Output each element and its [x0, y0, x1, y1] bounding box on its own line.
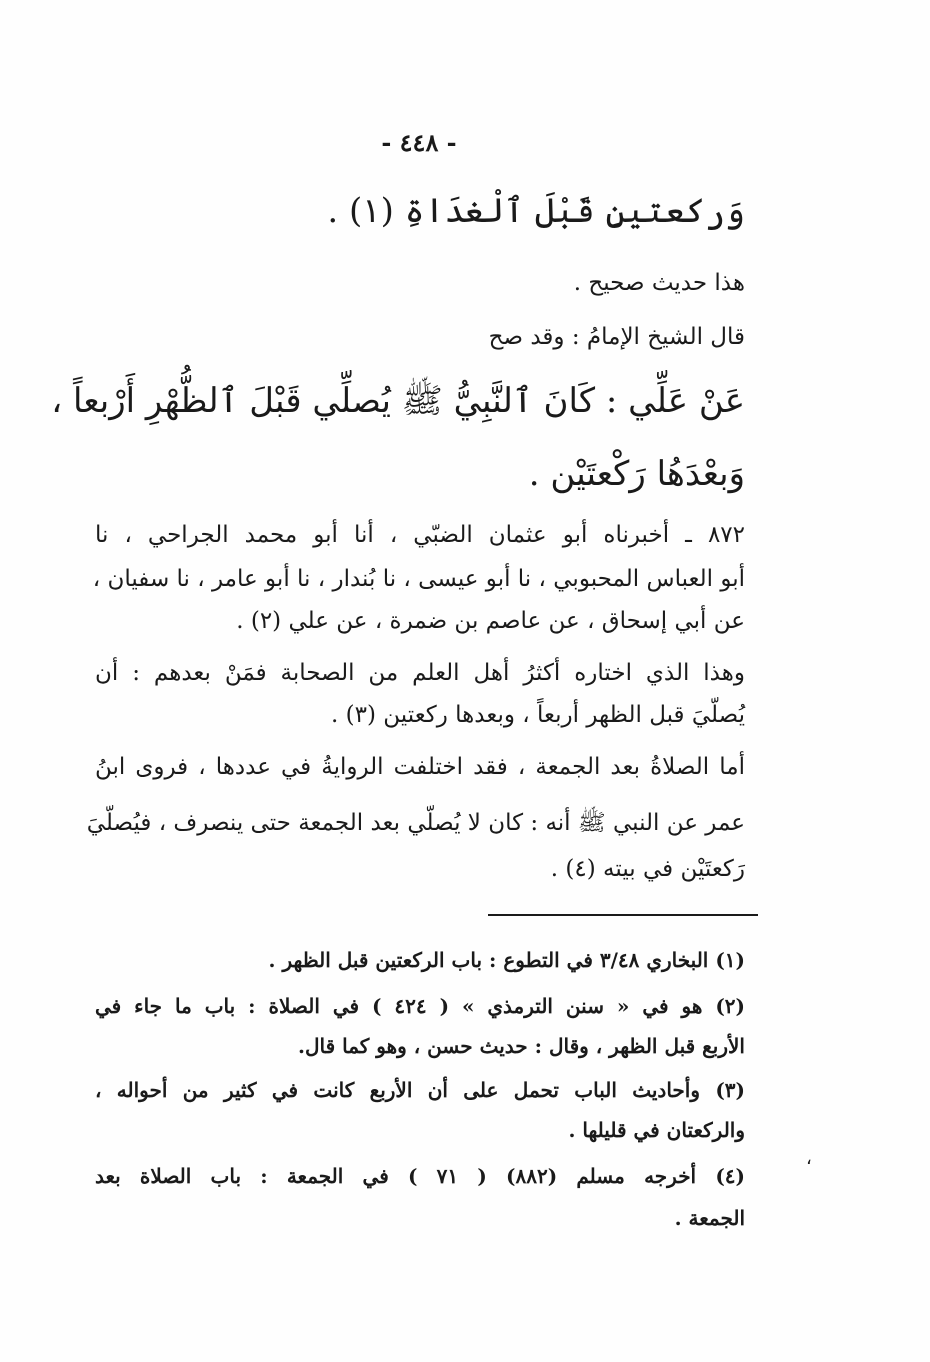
page-number: - ٤٤٨ -	[381, 128, 457, 157]
footnote-2-continued: الأربع قبل الظهر ، وقال : حديث حسن ، وهو كما قال.	[298, 1034, 745, 1058]
isnad-line: عن أبي إسحاق ، عن عاصم بن ضمرة ، عن علي (٢) .	[236, 608, 745, 634]
author-statement-line: قال الشيخ الإمامُ : وقد صح	[488, 324, 745, 350]
commentary-line: رَكعتَيْن في بيته (٤) .	[550, 856, 745, 882]
footnote-4: (٤) أخرجه مسلم (٨٨٢) ( ٧١ ) في الجمعة : باب الصلاة بعد	[95, 1164, 745, 1188]
footnote-separator	[488, 914, 758, 916]
commentary-line: أما الصلاةُ بعد الجمعة ، فقد اختلفت الروايةُ في عددها ، فروى ابنُ	[95, 754, 745, 780]
hadith-text-line: عَنْ عَلِّي : كَانَ ٱلنَّبِيُّ ﷺ يُصلِّي قَبْلَ ٱلظُّهْرِ أَرْبعاً ،	[51, 381, 745, 421]
commentary-line: يُصلّيَ قبل الظهر أربعاً ، وبعدها ركعتين (٣) .	[331, 702, 745, 728]
commentary-line: عمر عن النبي ﷺ أنه : كان لا يُصلّي بعد الجمعة حتى ينصرف ، فيُصلّيَ	[86, 810, 745, 836]
isnad-line: أبو العباس المحبوبي ، نا أبو عيسى ، نا بُندار ، نا أبو عامر ، نا سفيان ،	[92, 566, 745, 592]
footnote-2: (٢) هو في « سنن الترمذي » ( ٤٢٤ ) في الصلاة : باب ما جاء في	[95, 994, 745, 1018]
footnote-3: (٣) وأحاديث الباب تحمل على أن الأربع كانت في كثير من أحواله ،	[95, 1078, 745, 1102]
margin-mark: ،	[806, 1148, 812, 1169]
commentary-line: وهذا الذي اختاره أكثرُ أهل العلم من الصحابة فمَنْ بعدهم : أن	[95, 660, 745, 686]
footnote-4-continued: الجمعة .	[674, 1206, 745, 1230]
hadith-text-line: وَبعْدَهُا رَكْعتَيْن .	[528, 454, 745, 494]
grading-line: هذا حديث صحيح .	[573, 270, 745, 296]
hadith-text-line: وَركعتينِ قَبْلَ ٱلْغدَاةِ (١) .	[327, 191, 745, 231]
footnote-3-continued: والركعتان في قليلها .	[568, 1118, 745, 1142]
isnad-line: ٨٧٢ ـ أخبرناه أبو عثمان الضبّي ، أنا أبو محمد الجراحي ، نا	[95, 522, 745, 548]
footnote-1: (١) البخاري ٣/٤٨ في التطوع : باب الركعتين قبل الظهر .	[268, 948, 745, 972]
